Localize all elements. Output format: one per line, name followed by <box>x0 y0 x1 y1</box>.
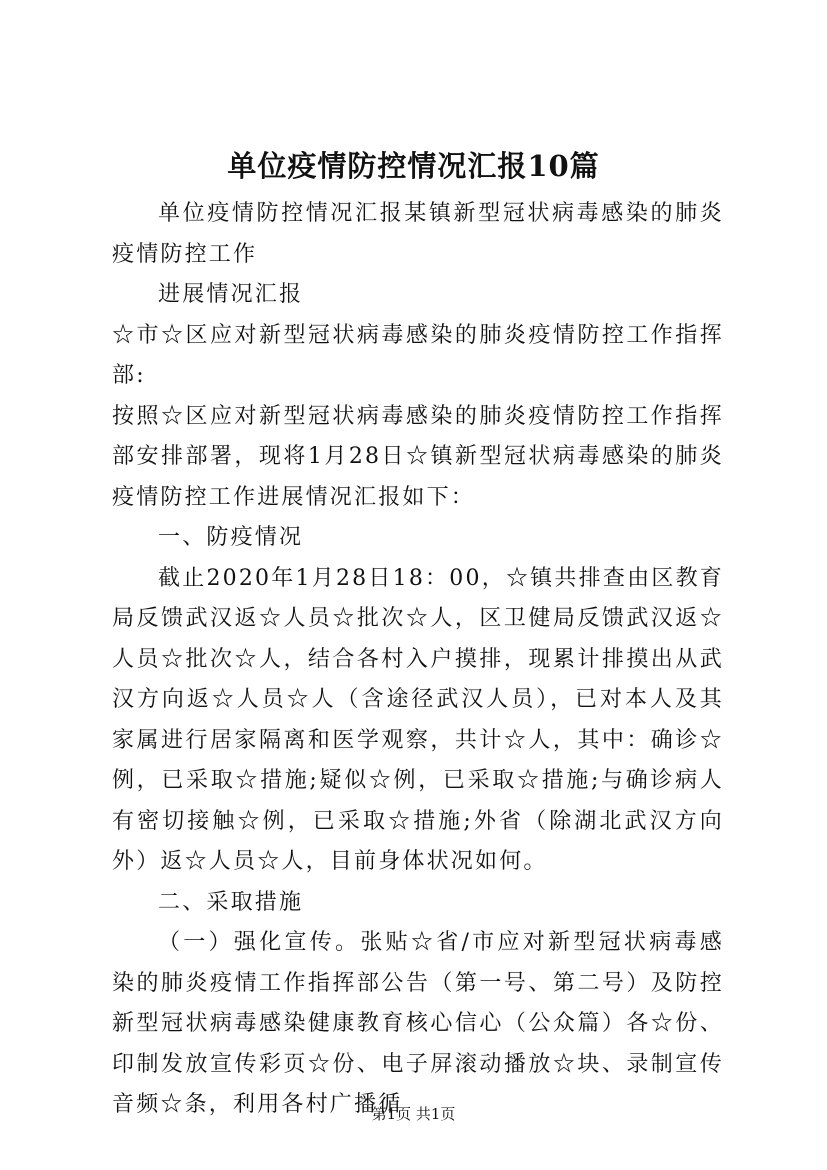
section-heading-epidemic: 一、防疫情况 <box>158 525 304 550</box>
page-number-label: 第1页 共1页 <box>371 1105 456 1123</box>
paragraph-addressee: ☆市☆区应对新型冠状病毒感染的肺炎疫情防控工作指挥部: <box>112 322 724 388</box>
paragraph-subtitle: 进展情况汇报 <box>158 282 304 307</box>
paragraph-publicity: （一）强化宣传。张贴☆省/市应对新型冠状病毒感染的肺炎疫情工作指挥部公告（第一号、第二号）及防控新型冠状病毒感染健康教育核心信心（公众篇）各☆份、印制发放宣传彩页☆份、电子屏滚动播放☆块、录制宣传音频☆条，利用各村广播循 <box>112 930 724 1117</box>
document-title: 单位疫情防控情况汇报10篇 <box>227 149 600 183</box>
page-footer <box>0 1104 827 1124</box>
paragraph-preamble: 按照☆区应对新型冠状病毒感染的肺炎疫情防控工作指挥部安排部署，现将1月28日☆镇新型冠状病毒感染的肺炎疫情防控工作进展情况汇报如下： <box>112 403 724 510</box>
section-heading-measures: 二、采取措施 <box>158 889 304 915</box>
document-body <box>112 194 724 1126</box>
paragraph-epidemic-status: 截止2020年1月28日18：00，☆镇共排查由区教育局反馈武汉返☆人员☆批次☆人，区卫健局反馈武汉返☆人员☆批次☆人，结合各村入户摸排，现累计排摸出从武汉方向返☆人员☆人（含途径武汉人员），已对本人及其家属进行居家隔离和医学观察，共计☆人，其中：确诊☆例，已采取☆措施;疑似☆例，已采取☆措施;与确诊病人有密切接触☆例，已采取☆措施;外省（除湖北武汉方向外）返☆人员☆人，目前身体状况如何。 <box>112 565 724 874</box>
paragraph-intro: 单位疫情防控情况汇报某镇新型冠状病毒感染的肺炎疫情防控工作 <box>112 201 724 267</box>
